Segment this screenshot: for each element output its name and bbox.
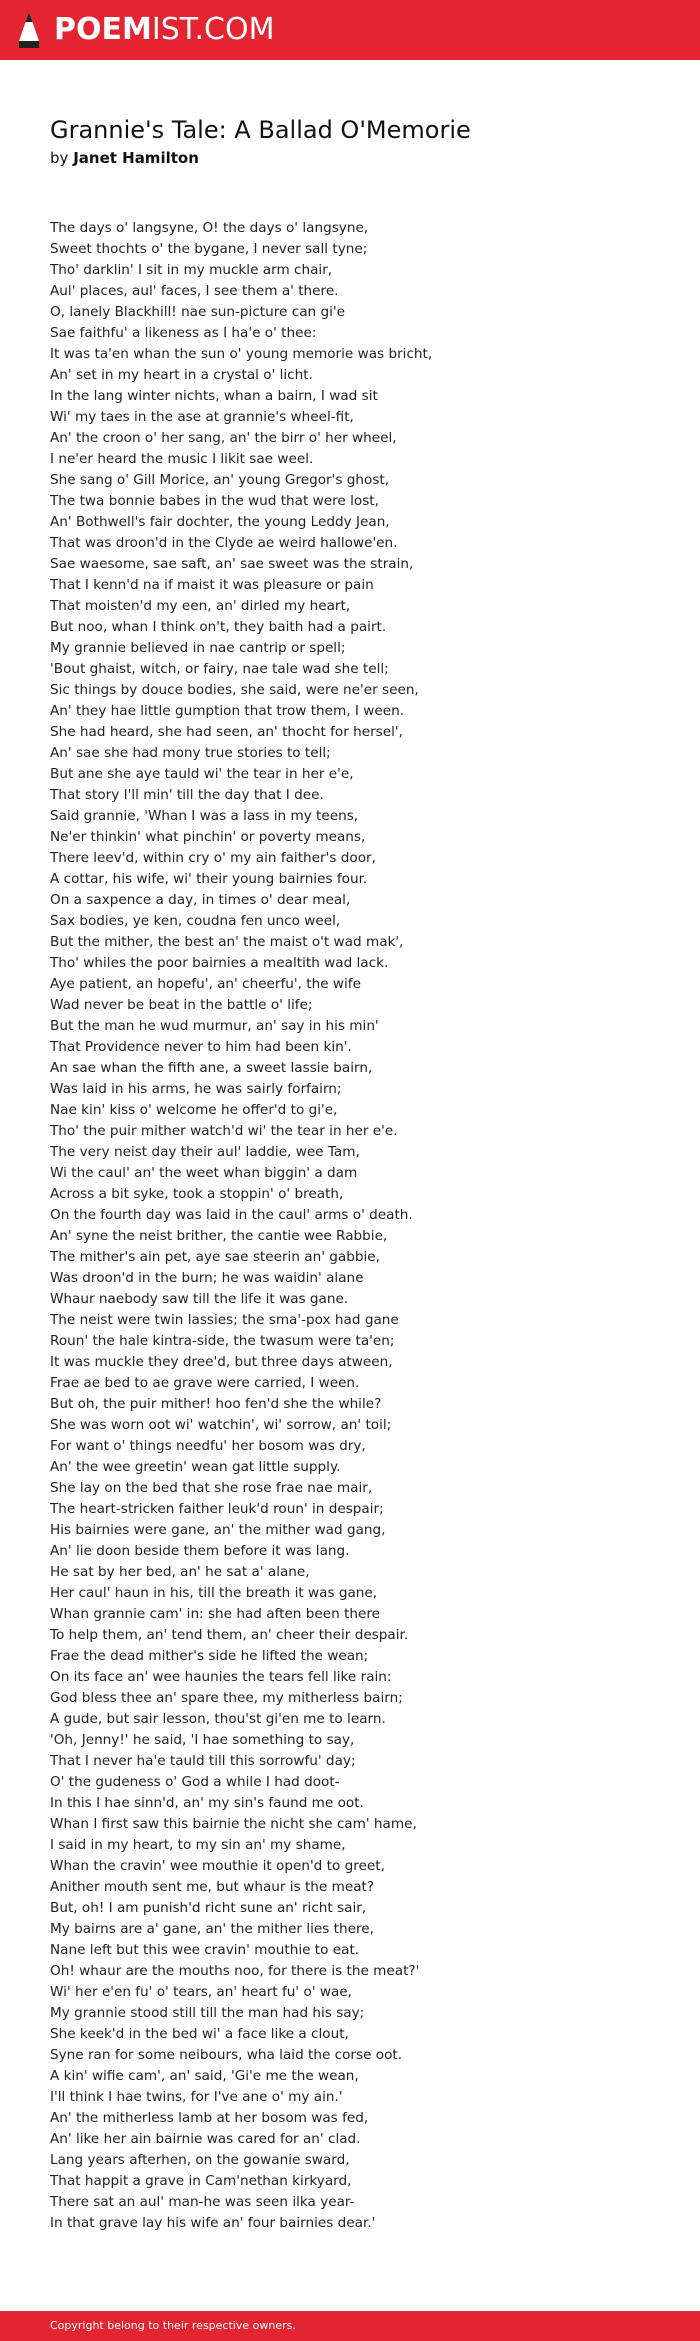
poem-line: A cottar, his wife, wi' their young bairnies four. [50,871,368,887]
poem-line: Whan grannie cam' in: she had aften been there [50,1606,380,1622]
poem-line: The mither's ain pet, aye sae steerin an' gabbie, [50,1249,380,1265]
poem-title: Grannie's Tale: A Ballad O'Memorie [50,116,471,144]
poem-line: She had heard, she had seen, an' thocht for hersel', [50,724,403,740]
poem-line: Nae kin' kiss o' welcome he offer'd to gi'e, [50,1102,338,1118]
poem-line: Sic things by douce bodies, she said, were ne'er seen, [50,682,419,698]
poem-line: An' the wee greetin' wean gat little supply. [50,1459,341,1475]
poem-line: But, oh! I am punish'd richt sune an' richt sair, [50,1900,367,1916]
poem-line: An' they hae little gumption that trow them, I ween. [50,703,405,719]
poem-line: But the man he wud murmur, an' say in his min' [50,1018,379,1034]
copyright-notice: Copyright belong to their respective owners. [50,2319,296,2332]
poem-line: That story I'll min' till the day that I dee. [50,787,324,803]
poem-line: An' syne the neist brither, the cantie wee Rabbie, [50,1228,388,1244]
poem-line: Syne ran for some neibours, wha laid the corse oot. [50,2047,403,2063]
poem-line: A gude, but sair lesson, thou'st gi'en me to learn. [50,1711,386,1727]
poem-line: Tho' darklin' I sit in my muckle arm chair, [50,262,333,278]
poem-line: Nane left but this wee cravin' mouthie to eat. [50,1942,360,1958]
poem-line: His bairnies were gane, an' the mither wad gang, [50,1522,386,1538]
poem-line: Tho' the puir mither watch'd wi' the tear in her e'e. [50,1123,398,1139]
poem-line: On the fourth day was laid in the caul' arms o' death. [50,1207,413,1223]
poem-byline [50,148,199,168]
poem-line: I said in my heart, to my sin an' my shame, [50,1837,346,1853]
poem-line: There sat an aul' man-he was seen ilka year- [50,2194,355,2210]
poem-line: In the lang winter nichts, whan a bairn, I wad sit [50,388,378,404]
poem-line: On a saxpence a day, in times o' dear meal, [50,892,351,908]
poem-line: But oh, the puir mither! hoo fen'd she the while? [50,1396,382,1412]
poem-line: The neist were twin lassies; the sma'-pox had gane [50,1312,399,1328]
logo-text [54,10,274,50]
poem-line: Aye patient, an hopefu', an' cheerfu', the wife [50,976,361,992]
poem-line: For want o' things needfu' her bosom was dry, [50,1438,366,1454]
poem-line: Said grannie, 'Whan I was a lass in my teens, [50,808,359,824]
poem-line: My grannie believed in nae cantrip or spell; [50,640,346,656]
logo-text-strong: POEM [54,12,152,47]
poem-line: The twa bonnie babes in the wud that were lost, [50,493,379,509]
poem-line: A kin' wifie cam', an' said, 'Gi'e me the wean, [50,2068,359,2084]
poem-line: An' sae she had mony true stories to tell; [50,745,331,761]
poem-line: My bairns are a' gane, an' the mither lies there, [50,1921,374,1937]
site-footer [0,2311,700,2341]
poem-line: I'll think I hae twins, for I've ane o' my ain.' [50,2089,343,2105]
poem-line: She was worn oot wi' watchin', wi' sorrow, an' toil; [50,1417,392,1433]
poem-line: To help them, an' tend them, an' cheer their despair. [50,1627,409,1643]
poem-line: Was laid in his arms, he was sairly forfairn; [50,1081,342,1097]
poem-line: That I kenn'd na if maist it was pleasure or pain [50,577,374,593]
poem-line: On its face an' wee haunies the tears fell like rain: [50,1669,392,1685]
poem-line: Wad never be beat in the battle o' life; [50,997,313,1013]
poem-line: In that grave lay his wife an' four bairnies dear.' [50,2215,376,2231]
poem-line: The days o' langsyne, O! the days o' langsyne, [50,220,369,236]
poem-line: That I never ha'e tauld till this sorrowfu' day; [50,1753,356,1769]
poem-line: She lay on the bed that she rose frae nae mair, [50,1480,373,1496]
poem-line: God bless thee an' spare thee, my mitherless bairn; [50,1690,403,1706]
poem-line: Anither mouth sent me, but whaur is the meat? [50,1879,375,1895]
poem-line: But noo, whan I think on't, they baith had a pairt. [50,619,387,635]
poem-line: Lang years afterhen, on the gowanie sward, [50,2152,350,2168]
poem-line: It was muckle they dree'd, but three days atween, [50,1354,393,1370]
poem-line: In this I hae sinn'd, an' my sin's faund me oot. [50,1795,364,1811]
poem-line: She sang o' Gill Morice, an' young Gregor's ghost, [50,472,390,488]
poem-line: That Providence never to him had been kin'. [50,1039,352,1055]
poem-line: But ane she aye tauld wi' the tear in her e'e, [50,766,354,782]
poem-line: There leev'd, within cry o' my ain faither's door, [50,850,376,866]
poem-line: It was ta'en whan the sun o' young memorie was bricht, [50,346,433,362]
poem-line: Across a bit syke, took a stoppin' o' breath, [50,1186,344,1202]
poem-line: Wi' my taes in the ase at grannie's wheel-fit, [50,409,354,425]
poem-line: Sweet thochts o' the bygane, I never sall tyne; [50,241,368,257]
poem-line: But the mither, the best an' the maist o't wad mak', [50,934,404,950]
poem-line: Ne'er thinkin' what pinchin' or poverty means, [50,829,366,845]
author-link[interactable]: Janet Hamilton [73,149,199,167]
poem-line: Aul' places, aul' faces, I see them a' there. [50,283,339,299]
poem-line: An' like her ain bairnie was cared for an' clad. [50,2131,361,2147]
poem-line: Whan I first saw this bairnie the nicht she cam' hame, [50,1816,417,1832]
site-logo[interactable] [18,10,274,50]
poem-line: 'Bout ghaist, witch, or fairy, nae tale wad she tell; [50,661,389,677]
poem-line: Was droon'd in the burn; he was waidin' alane [50,1270,364,1286]
poem-line: Her caul' haun in his, till the breath it was gane, [50,1585,378,1601]
poem-line: My grannie stood still till the man had his say; [50,2005,365,2021]
poem-line: Sae waesome, sae saft, an' sae sweet was the strain, [50,556,414,572]
poem-line: Oh! whaur are the mouths noo, for there is the meat?' [50,1963,420,1979]
poem-line: O' the gudeness o' God a while I had doot- [50,1774,340,1790]
pencil-tip-icon [18,11,40,49]
poem-line: An' lie doon beside them before it was lang. [50,1543,350,1559]
poem-line: Roun' the hale kintra-side, the twasum were ta'en; [50,1333,395,1349]
poem-line: An' the croon o' her sang, an' the birr o' her wheel, [50,430,397,446]
poem-line: I ne'er heard the music I likit sae weel. [50,451,314,467]
poem-line: Wi' her e'en fu' o' tears, an' heart fu' o' wae, [50,1984,352,2000]
poem-line: An' set in my heart in a crystal o' licht. [50,367,313,383]
poem-body [50,218,670,2234]
poem-line: An' the mitherless lamb at her bosom was fed, [50,2110,369,2126]
poem-line: The heart-stricken faither leuk'd roun' in despair; [50,1501,384,1517]
poem-line: Sae faithfu' a likeness as I ha'e o' thee: [50,325,317,341]
poem-line: Whan the cravin' wee mouthie it open'd to greet, [50,1858,385,1874]
poem-line: Frae the dead mither's side he lifted the wean; [50,1648,369,1664]
poem-line: O, lanely Blackhill! nae sun-picture can gi'e [50,304,345,320]
poem-line: Wi the caul' an' the weet whan biggin' a dam [50,1165,358,1181]
poem-line: Whaur naebody saw till the life it was gane. [50,1291,349,1307]
site-header [0,0,700,60]
poem-line: An sae whan the fifth ane, a sweet lassie bairn, [50,1060,373,1076]
poem-line: That was droon'd in the Clyde ae weird hallowe'en. [50,535,398,551]
poem-line: An' Bothwell's fair dochter, the young Leddy Jean, [50,514,390,530]
poem-line: 'Oh, Jenny!' he said, 'I hae something to say, [50,1732,355,1748]
poem-line: She keek'd in the bed wi' a face like a clout, [50,2026,349,2042]
by-label: by [50,149,69,167]
poem-line: Tho' whiles the poor bairnies a mealtith wad lack. [50,955,389,971]
poem-line: That happit a grave in Cam'nethan kirkyard, [50,2173,352,2189]
poem-line: The very neist day their aul' laddie, wee Tam, [50,1144,360,1160]
poem-line: He sat by her bed, an' he sat a' alane, [50,1564,310,1580]
logo-text-light: IST.COM [151,12,275,47]
poem-line: Frae ae bed to ae grave were carried, I ween. [50,1375,360,1391]
poem-line: Sax bodies, ye ken, coudna fen unco weel, [50,913,341,929]
poem-line: That moisten'd my een, an' dirled my heart, [50,598,351,614]
